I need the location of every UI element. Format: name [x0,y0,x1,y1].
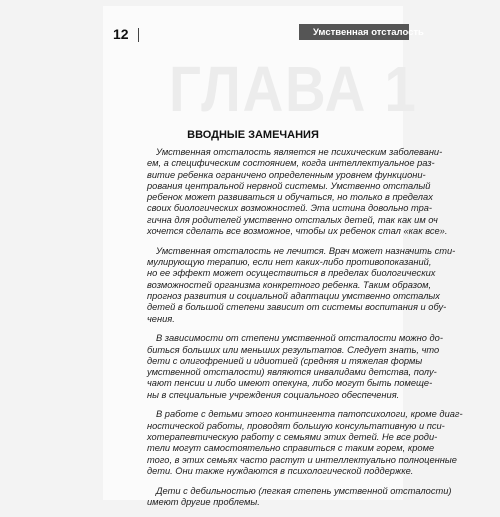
text-line: рования центральной нервной системы. Умственно отсталый [147,180,431,191]
section-title: ВВОДНЫЕ ЗАМЕЧАНИЯ [187,129,319,141]
text-line: дети. Они также нуждаются в психологической поддержке. [147,465,414,476]
text-line: имеют другие проблемы. [147,496,260,507]
paragraph [147,485,452,509]
text-line: прогноз развития и социальной адаптации умственно отсталых [147,290,440,301]
paragraph [147,409,463,477]
page-header [103,6,424,50]
text-line: возможностей организма конкретного ребенка. Таким образом, [147,279,432,290]
text-line: ем, а специфическим состоянием, когда интеллектуальное раз- [147,158,435,169]
text-line: чения. [147,313,175,324]
text-line: но ее эффект может осуществиться в пределах биологических [147,268,436,279]
chapter-watermark: ГЛАВА 1 [169,53,418,125]
text-line: В работе с детьми этого контингента патопсихологи, кроме диаг- [156,409,463,420]
text-line: ребенок может развиваться и обучаться, но только в пределах [147,192,433,203]
text-line: того, в этих семьях часто растут и интеллектуально полноценные [147,454,457,465]
paragraph [147,245,456,325]
book-page [103,6,463,507]
page-number: 12 [113,26,129,42]
text-line: чают пенсии и либо имеют опекуна, либо могут быть помеще- [147,378,433,389]
text-line: тели могут самостоятельно справиться с таким горем, кроме [147,443,435,454]
body-text [147,147,463,517]
text-line: Умственная отсталость является не психическим заболевани- [156,147,443,157]
text-line: ностической работы, проводят большую консультативную и пси- [147,420,445,431]
paragraph [147,333,443,401]
text-line: детей в большой степени зависит от системы воспитания и обу- [147,302,447,313]
text-line: Дети с дебильностью (легкая степень умственной отсталости) [156,485,452,496]
text-line: витие ребенка ограничено определенным уровнем функциони- [147,169,426,180]
text-line: хочется сделать все возможное, чтобы их ребенок стал «как все». [147,226,448,237]
text-line: Умственная отсталость не лечится. Врач может назначить сти- [156,245,456,256]
text-line: ны в специальные учреждения социального обеспечения. [147,389,400,400]
text-line: В зависимости от степени умственной отсталости можно до- [156,333,443,344]
text-line: дети с олигофренией и идиотией (средняя и тяжелая формы [147,355,423,366]
paragraph [147,147,448,237]
text-line: биться больших или меньших результатов. Следует знать, что [147,344,440,355]
text-line: своих биологических возможностей. Эта истина довольно тра- [147,203,433,214]
text-line: умственной отсталости) являются инвалидами детства, полу- [147,367,437,378]
text-line: гична для родителей умственно отсталых детей, так как им оч [147,214,438,225]
header-divider [138,28,139,42]
text-line: хотерапевтическую работу с семьями этих детей. Не все роди- [147,432,438,442]
text-line: мулирующую терапию, если нет каких-либо противопоказаний, [147,257,432,268]
running-head: Умственная отсталость [313,27,424,38]
